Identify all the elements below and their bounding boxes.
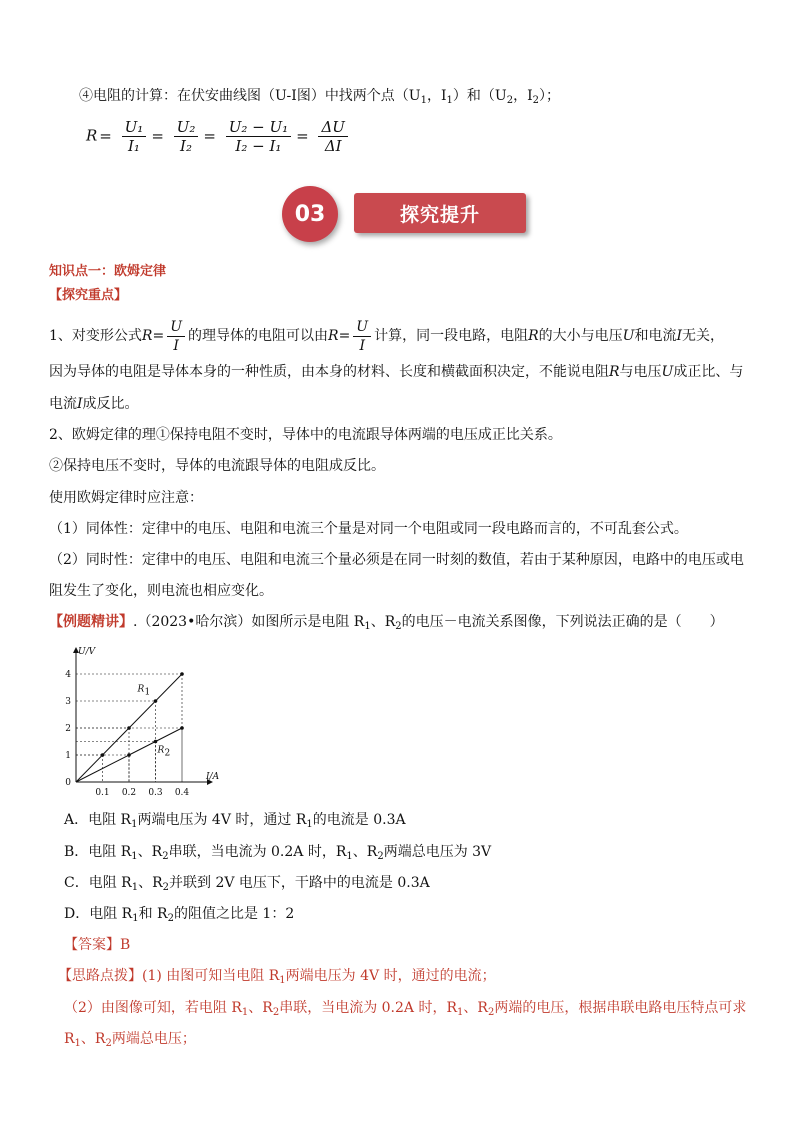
text: 的理导体的电阻可以由 xyxy=(188,328,329,344)
text: 的电流是 0.3A xyxy=(312,812,406,828)
intro-text: ）； xyxy=(539,88,560,104)
para2-line1: 2、欧姆定律的理①保持电阻不变时，导体中的电流跟导体两端的电压成正比关系。 xyxy=(49,427,562,443)
sub: 1 xyxy=(279,975,286,986)
equals: = xyxy=(151,126,164,145)
data-point xyxy=(101,753,105,757)
text: R xyxy=(64,1031,75,1047)
text: 两端电压为 4V 时，通过的电流； xyxy=(285,968,496,984)
fraction-u-over-i xyxy=(353,318,371,355)
sub: 2 xyxy=(377,851,384,862)
text: 两端总电压为 3V xyxy=(383,844,492,860)
y-tick-label: 1 xyxy=(65,751,71,761)
sub: 2 xyxy=(487,1007,495,1018)
var-r: R xyxy=(528,328,539,344)
data-point xyxy=(127,753,131,757)
equals: = xyxy=(203,126,216,145)
data-point xyxy=(180,726,184,730)
sub: 2 xyxy=(532,95,539,106)
series-label-r1: R xyxy=(137,684,145,695)
focus-heading: 【探究重点】 xyxy=(49,288,128,303)
text: 1、对变形公式 xyxy=(49,328,142,344)
fraction-2 xyxy=(174,118,199,155)
text: 、R xyxy=(80,1031,106,1047)
sub: 1 xyxy=(346,851,353,862)
section-title: 探究提升 xyxy=(399,203,480,226)
var-r: R xyxy=(609,364,620,380)
option-c[interactable] xyxy=(64,873,430,898)
hint-line2 xyxy=(64,998,746,1023)
sub: 2 xyxy=(272,1007,280,1018)
option-a[interactable] xyxy=(64,810,406,835)
numerator: U xyxy=(167,318,185,337)
u-i-chart xyxy=(58,640,238,800)
para2-line5: （2）同时性：定律中的电压、电阻和电流三个量必须是在同一时刻的数值，若由于某种原因，电路中的电压或电 xyxy=(49,552,744,568)
y-axis-label: U/V xyxy=(78,647,96,657)
var-u: U xyxy=(661,364,674,380)
text: 、R xyxy=(138,875,163,891)
sub: 1 xyxy=(131,851,138,862)
text: 并联到 2V 电压下，干路中的电流是 0.3A xyxy=(169,875,430,891)
fraction-u-over-i xyxy=(167,318,185,355)
sub: 1 xyxy=(457,1007,464,1018)
sub: 1 xyxy=(364,621,371,632)
text: 、R xyxy=(248,1000,273,1016)
text: 的阻值之比是 1：2 xyxy=(173,906,295,922)
denominator: I₁ xyxy=(128,137,140,155)
answer: 【答案】B xyxy=(64,937,131,953)
intro-text: ④电阻的计算：在伏安曲线图（U-I图）中找两个点（U xyxy=(79,88,421,104)
text: （2）由图像可知，若电阻 R xyxy=(64,1000,242,1016)
data-point xyxy=(180,672,184,676)
intro-line xyxy=(79,86,560,111)
text: 的电压－电流关系图像，下列说法正确的是（ ） xyxy=(401,614,724,630)
text: C．电阻 R xyxy=(64,875,132,891)
y-tick-label: 3 xyxy=(65,697,71,707)
intro-text: ，I xyxy=(513,88,533,104)
option-b[interactable] xyxy=(64,842,491,867)
y-tick-label: 4 xyxy=(65,670,71,680)
data-point xyxy=(127,726,131,730)
para1-line3 xyxy=(49,394,139,414)
section-number-badge xyxy=(282,186,338,242)
sub: 1 xyxy=(131,882,139,893)
para2-line6: 阻发生了变化，则电流也相应变化。 xyxy=(49,583,273,599)
text: 与电压 xyxy=(619,364,662,380)
hint-line3 xyxy=(64,1029,196,1054)
text: 两端电压为 4V 时，通过 R xyxy=(137,812,307,828)
sub: 1 xyxy=(132,913,139,924)
x-axis-label: I/A xyxy=(206,772,220,782)
text: 、R xyxy=(463,1000,488,1016)
var-u: U xyxy=(622,328,635,344)
text: 和 R xyxy=(138,906,168,922)
y-tick-label: 2 xyxy=(65,724,71,734)
x-tick-label: 0.4 xyxy=(174,788,190,798)
section-number: 03 xyxy=(294,201,326,227)
intro-text: ）和（U xyxy=(452,88,507,104)
text: 无关， xyxy=(682,328,724,344)
sub: 2 xyxy=(162,882,169,893)
fraction-3 xyxy=(226,118,291,155)
equals: = xyxy=(99,126,112,145)
para1-line1 xyxy=(49,316,724,356)
text: 电流 xyxy=(49,396,77,412)
sub: 1 xyxy=(446,95,453,106)
text: .（2023•哈尔滨）如图所示是电阻 R xyxy=(133,614,365,630)
sub: 1 xyxy=(241,1007,249,1018)
text: 、R xyxy=(352,844,378,860)
sub: 2 xyxy=(506,95,514,106)
text: 成反比。 xyxy=(82,396,139,412)
numerator: U₁ xyxy=(122,118,147,137)
numerator: U xyxy=(353,318,371,337)
var-i: I xyxy=(676,328,682,344)
example-tag: 【例题精讲】 xyxy=(49,614,133,630)
data-point xyxy=(154,699,158,703)
equals: = xyxy=(338,328,351,344)
numerator: U₂ − U₁ xyxy=(226,118,291,137)
section-title-banner xyxy=(354,193,526,233)
sub: 1 xyxy=(306,819,313,830)
text: 串联，当电流为 0.2A 时，R xyxy=(168,844,347,860)
sub: 1 xyxy=(74,1038,81,1049)
text: 计算，同一段电路，电阻 xyxy=(374,328,529,344)
numerator: U₂ xyxy=(174,118,199,137)
sub: 1 xyxy=(420,95,427,106)
fraction-4 xyxy=(318,118,347,155)
equals: = xyxy=(296,126,309,145)
para2-line2: ②保持电压不变时，导体的电流跟导体的电阻成反比。 xyxy=(49,458,385,474)
text: 两端的电压，根据串联电路电压特点可求 xyxy=(494,1000,747,1016)
text: 的大小与电压 xyxy=(538,328,623,344)
intro-text: ，I xyxy=(427,88,447,104)
sub: 2 xyxy=(395,621,402,632)
hint-line1 xyxy=(58,966,496,991)
text: 和电流 xyxy=(634,328,677,344)
fraction-1 xyxy=(122,118,147,155)
var-r: R xyxy=(328,328,339,344)
series-label-r2: R xyxy=(157,745,165,756)
text: 【思路点拨】(1) 由图可知当电阻 R xyxy=(58,968,280,984)
text: 、R xyxy=(370,614,396,630)
formula-lhs: R xyxy=(86,126,98,145)
text: 成正比、与 xyxy=(673,364,744,380)
denominator: I xyxy=(173,337,179,354)
var-r: R xyxy=(141,328,153,344)
denominator: I xyxy=(359,337,365,354)
para2-line4: （1）同体性：定律中的电压、电阻和电流三个量是对同一个电阻或同一段电路而言的，不可乱套公式。 xyxy=(49,521,688,537)
x-tick-label: 0.3 xyxy=(148,788,163,798)
x-tick-label: 0.2 xyxy=(121,788,137,798)
var-i: I xyxy=(77,396,83,412)
equals: = xyxy=(152,328,165,344)
sub: 2 xyxy=(162,851,169,862)
option-d[interactable] xyxy=(64,904,294,929)
sub: 2 xyxy=(105,1038,112,1049)
denominator: I₂ xyxy=(180,137,192,155)
knowledge-heading: 知识点一：欧姆定律 xyxy=(49,264,167,279)
x-tick-label: 0.1 xyxy=(95,788,110,798)
text: B．电阻 R xyxy=(64,844,132,860)
series-label-sub: 1 xyxy=(144,687,151,698)
text: 两端总电压； xyxy=(111,1031,196,1047)
sub: 1 xyxy=(131,819,138,830)
sub: 2 xyxy=(167,913,174,924)
text: A．电阻 R xyxy=(64,812,132,828)
series-label-sub: 2 xyxy=(164,748,171,759)
para2-line3: 使用欧姆定律时应注意： xyxy=(49,490,203,506)
denominator: ΔI xyxy=(324,137,342,155)
para1-line2 xyxy=(49,362,743,382)
example-line xyxy=(49,612,724,637)
text: 串联，当电流为 0.2A 时，R xyxy=(279,1000,458,1016)
data-point xyxy=(154,740,158,744)
text: 、R xyxy=(137,844,163,860)
resistance-formula xyxy=(86,118,351,155)
denominator: I₂ − I₁ xyxy=(235,137,282,155)
numerator: ΔU xyxy=(318,118,347,137)
origin-label: 0 xyxy=(65,778,71,788)
text: D．电阻 R xyxy=(64,906,133,922)
text: 因为导体的电阻是导体本身的一种性质，由本身的材料、长度和横截面积决定，不能说电阻 xyxy=(49,364,609,380)
